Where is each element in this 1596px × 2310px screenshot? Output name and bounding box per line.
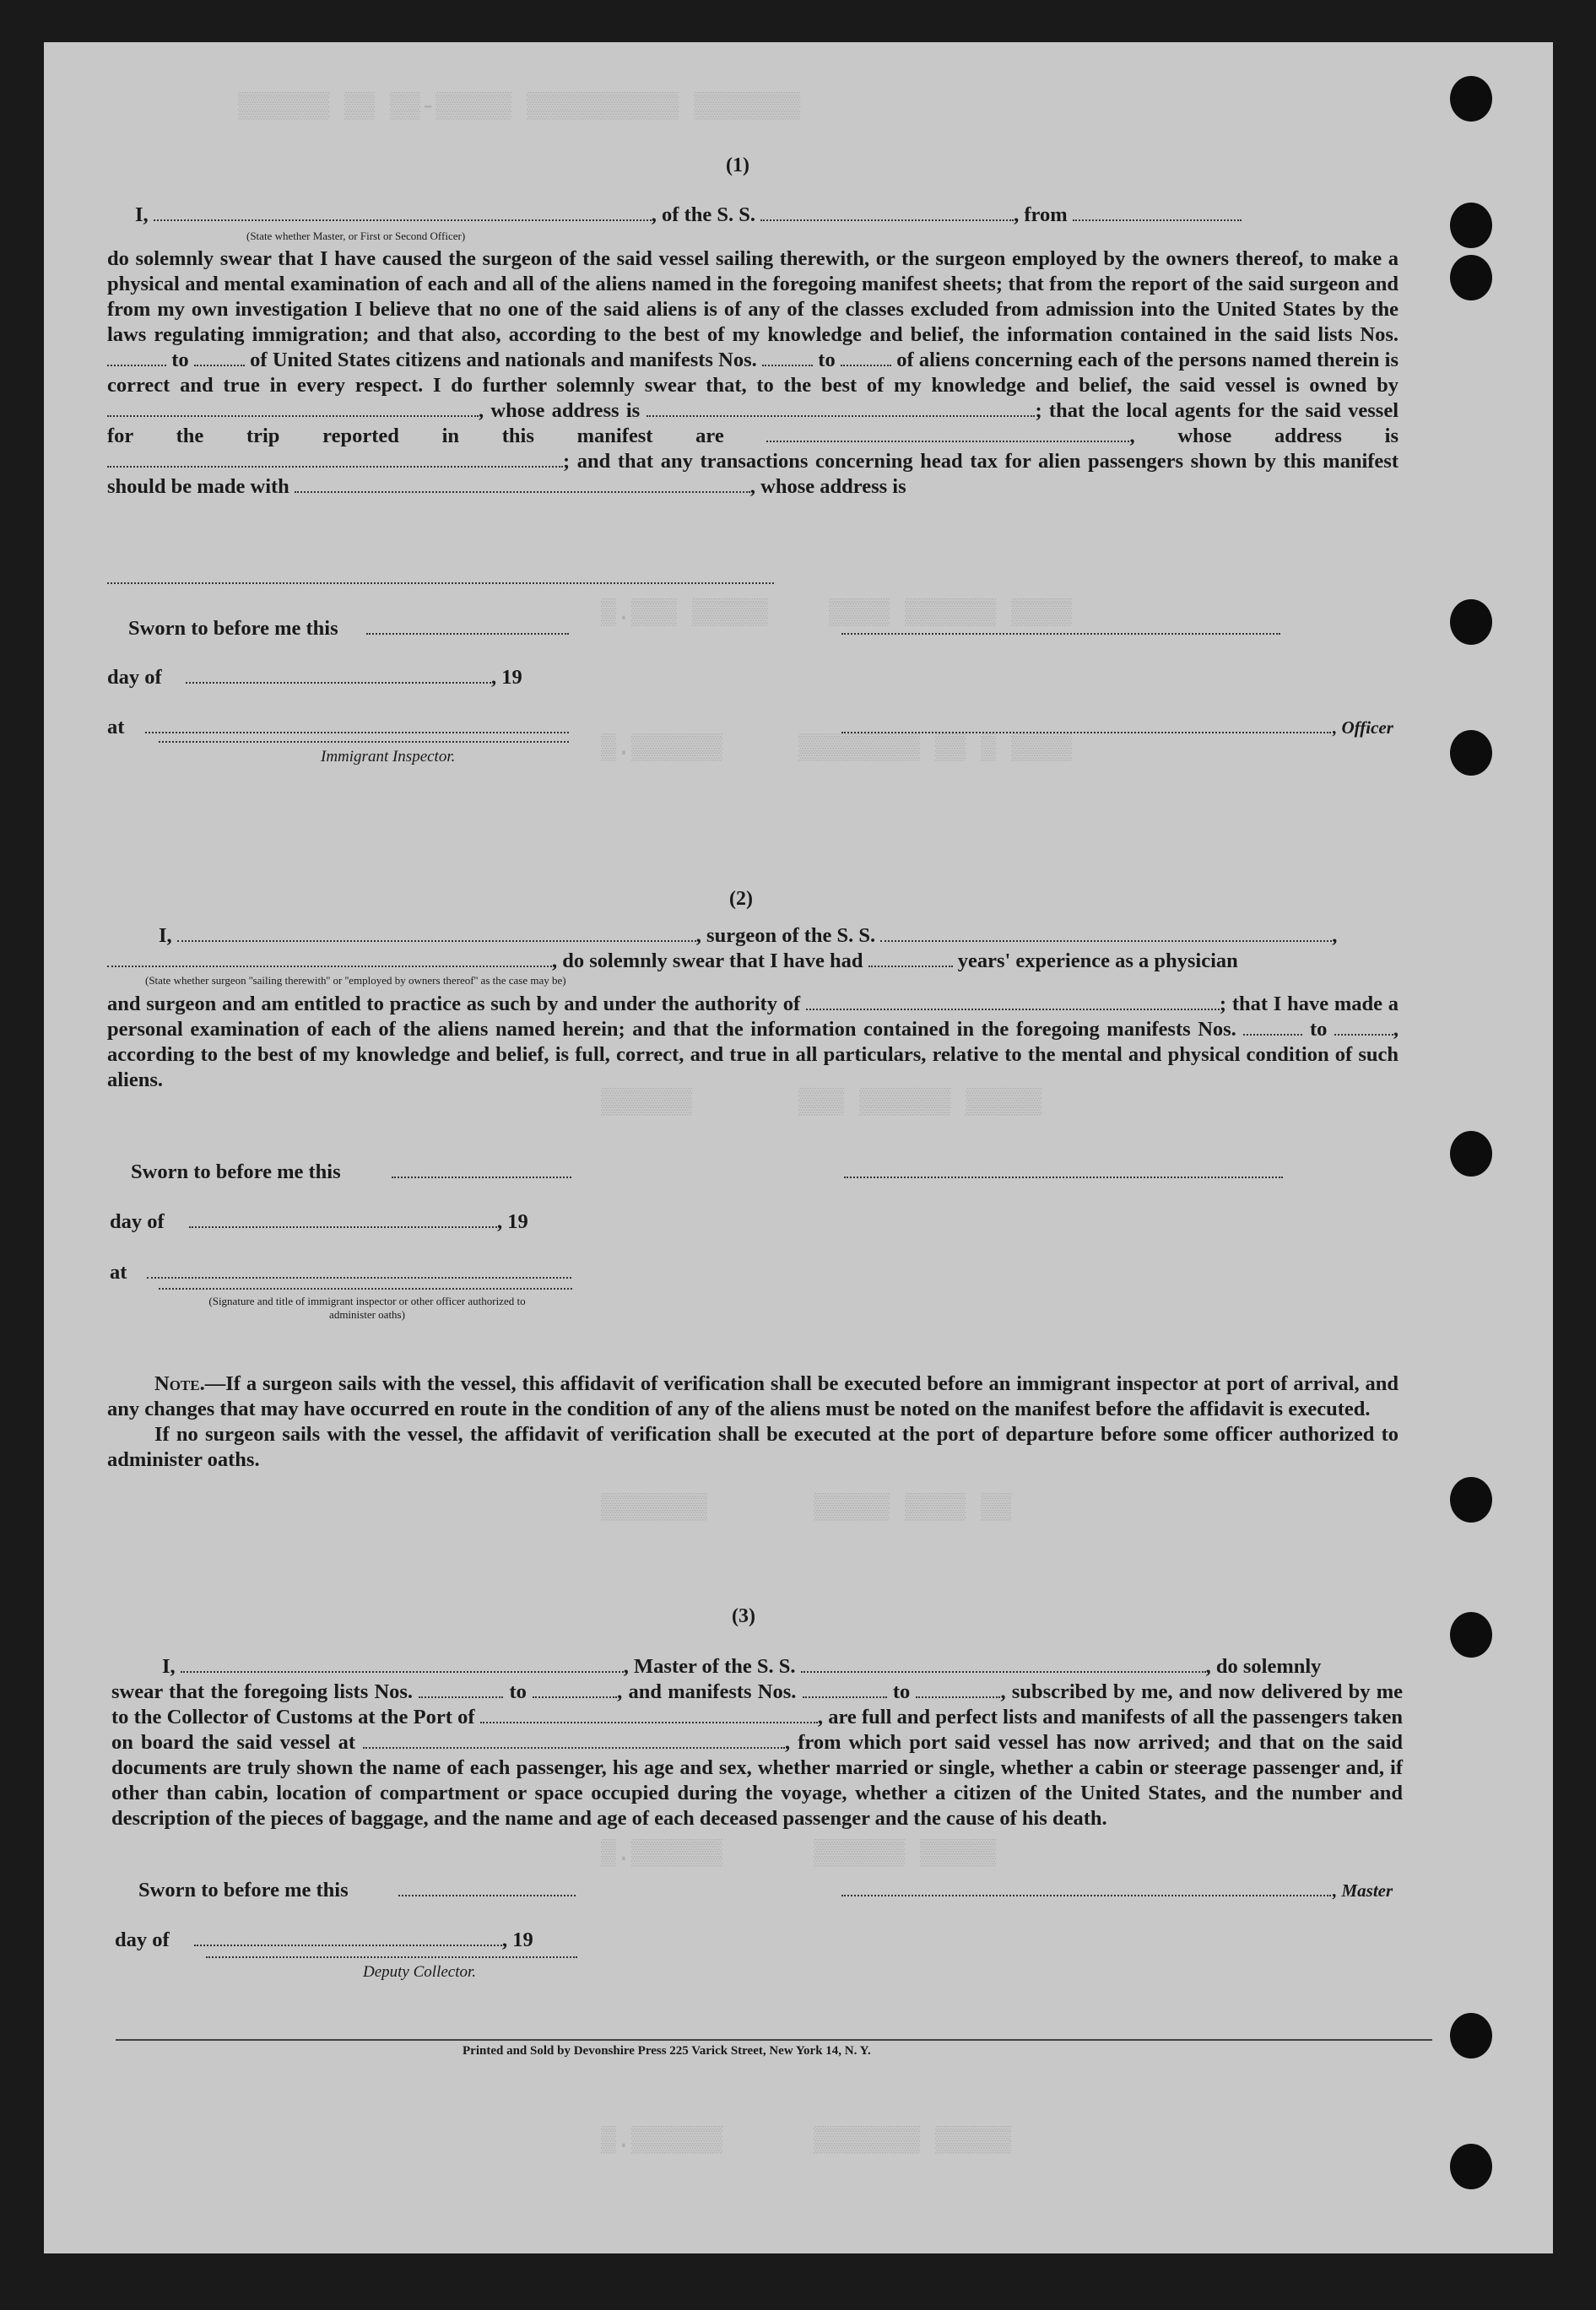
text: to [171,349,189,371]
punch-hole [1450,76,1492,122]
text: , and manifests Nos. [617,1680,797,1703]
text: whose address is [1177,425,1399,447]
manifests-to-field[interactable] [916,1681,1000,1698]
at-label: at [107,716,125,738]
officer-name-field[interactable] [154,204,652,221]
text: , from which [785,1731,902,1754]
text: , surgeon of the S. S. [695,924,876,947]
text: If no surgeon sails with the vessel, the affidavit of verification shall be executed at the port of departure before some officer authorized to administer oaths. [107,1423,1399,1471]
owner-address-field[interactable] [647,400,1035,417]
text: swear that the foregoing lists Nos. [111,1680,414,1703]
lists-from-field[interactable] [419,1681,503,1698]
head-tax-address-field[interactable] [107,582,774,584]
punch-hole [1450,203,1492,248]
section-2-body [107,992,1399,1093]
owner-field[interactable] [107,400,479,417]
master-name-field[interactable] [181,1656,624,1673]
text: , are full and perfect lists and [817,1706,1076,1728]
lists-from-field[interactable] [107,349,166,366]
text: do solemnly swear that I have caused the surgeon of the said vessel sailing therewith, or the surgeon employed by the owners thereof, to make a physical and mental examination of each and all of the aliens named in the foregoing manifest sheets; that from the report of the said surgeon and from my own investigation I believe that no one of the said aliens is of any of the classes excluded from admission into the United States by the laws regulating immigration; and that also, according to the best of my knowledge and belief, the information contained in the said lists Nos. [107,247,1399,346]
manifests-from-field[interactable] [1243,1019,1302,1036]
section-2-number: (2) [729,888,753,910]
officer-title-note: (State whether Master, or First or Second Officer) [246,230,466,242]
officer-label [1333,715,1393,740]
sworn-date-field[interactable] [392,1177,571,1178]
manifest-back-page [44,42,1553,2253]
years-experience-field[interactable] [868,950,953,967]
lists-to-field[interactable] [533,1681,617,1698]
punch-hole [1450,1477,1492,1523]
master-signature-field[interactable] [841,1895,1331,1896]
text: , whose address is [479,399,641,422]
deputy-collector-label: Deputy Collector. [363,1963,477,1981]
surgeon-vessel-field[interactable] [880,925,1332,942]
text: , Officer [1333,717,1393,738]
day-of-field[interactable] [186,682,491,684]
bleed-through-text: ▒.▒▒▒▒▒▒ ▒▒▒▒▒▒▒▒ ▒▒ ▒ ▒▒▒▒ [601,734,1073,763]
section-1-body [107,246,1399,500]
text: manifests of all the passengers taken on board the said vessel at [111,1706,1404,1754]
note-block [107,1371,1399,1473]
head-tax-party-field[interactable] [295,476,750,493]
text: that the local agents for the said vessel for the trip reported in this manifest are [107,399,1399,447]
punch-hole [1450,2013,1492,2058]
text: to [509,1680,527,1703]
text: delivered by me to the Collector of Customs at the Port of [111,1680,1403,1728]
day-of-field[interactable] [194,1945,502,1946]
punch-hole [1450,2144,1492,2189]
section-3-number: (3) [732,1605,755,1627]
text: , from [1014,203,1068,226]
punch-hole [1450,730,1492,776]
inspector-signature-field[interactable] [159,741,569,743]
section-2-line-1 [159,923,1337,949]
day-of-field[interactable] [189,1226,497,1228]
sworn-label: Sworn to before me this [138,1879,349,1902]
signature-note [194,1295,540,1322]
punch-hole [1450,255,1492,300]
note-label: Note. [154,1372,205,1395]
footer-rule [116,2039,1432,2041]
text: ; and that any transactions concerning head tax for alien passengers shown by this manifest should be made with [107,450,1399,498]
collector-signature-field[interactable] [206,1956,577,1958]
punch-hole [1450,1131,1492,1177]
local-agents-field[interactable] [766,425,1129,442]
year-prefix: , 19 [497,1210,528,1233]
text: —If a surgeon sails with the vessel, this affidavit of verification shall be executed before an immigrant inspector at port of arrival, and any changes that may have occurred en route in the condition of any of the aliens must be noted on the manifest before the affidavit is executed. [107,1372,1399,1420]
text: ; [1219,993,1227,1015]
text: , [1332,924,1338,947]
text: to [818,349,836,371]
origin-port-field[interactable] [1073,204,1242,221]
section-3-line-1 [162,1654,1321,1680]
text: , subscribed by me, and now [1000,1680,1256,1703]
text: of United States citizens and nationals and manifests Nos. [250,349,757,371]
bleed-through-text: ▒.▒▒▒▒▒▒ ▒▒▒▒▒▒▒ ▒▒▒▒▒ [601,2127,1012,2156]
text: I, [135,203,149,226]
text: to [892,1680,911,1703]
year-prefix: , 19 [491,666,522,689]
bleed-through-text: ▒▒▒▒▒▒ ▒▒ ▒▒-▒▒▒▒▒ ▒▒▒▒▒▒▒▒▒▒ ▒▒▒▒▒▒▒ [238,93,801,122]
authority-field[interactable] [806,993,1220,1010]
bleed-through-text: ▒.▒▒▒ ▒▒▒▒▒ ▒▒▒▒ ▒▒▒▒▒▒ ▒▒▒▒ [601,599,1073,628]
manifests-to-field[interactable] [841,349,891,366]
port-of-field[interactable] [480,1707,818,1723]
text: , according to the best of my knowledge and belief, is full, correct, and true in all particulars, relative to the mental and physical condition of such aliens. [107,1018,1399,1091]
day-of-label: day of [110,1210,165,1233]
at-label: at [110,1261,127,1284]
officer-signature-field[interactable] [841,633,1280,635]
agents-address-field[interactable] [107,451,563,468]
text: , whose address is [749,475,906,498]
surgeon-name-field[interactable] [177,925,696,942]
printer-imprint: Printed and Sold by Devonshire Press 225 Varick Street, New York 14, N. Y. [463,2044,871,2058]
text: years' experience as a physician [957,949,1238,972]
section-1-line-1 [135,203,1242,228]
text: , Master of the S. S. [623,1655,796,1678]
text: that I have made a personal examination of each of the aliens named herein; and that the information contained in the foregoing manifests Nos. [107,993,1399,1041]
surgeon-status-field[interactable] [107,950,552,967]
sworn-label: Sworn to before me this [128,617,338,640]
text: , do solemnly [1205,1655,1322,1678]
sworn-date-field[interactable] [398,1895,576,1896]
sworn-label: Sworn to before me this [131,1160,341,1183]
text: , do solemnly swear that I have had [552,949,863,972]
surgeon-status-note: (State whether surgeon ''sailing therewith'' or ''employed by owners thereof'' as the case may be) [145,974,566,987]
bleed-through-text: ▒▒▒▒▒▒▒ ▒▒▒▒▒ ▒▒▒▒ ▒▒ [601,1494,1012,1523]
year-prefix: , 19 [502,1929,533,1951]
text: and surgeon and am entitled to practice as such by and under the authority of [107,993,801,1015]
signature-field[interactable] [844,1177,1283,1178]
text: I, [162,1655,176,1678]
text: , [1129,425,1135,447]
text: , of the S. S. [651,203,755,226]
officer-title-field[interactable] [841,732,1331,733]
bleed-through-text: ▒▒▒▒▒▒ ▒▒▒ ▒▒▒▒▒▒ ▒▒▒▒▒ [601,1089,1042,1117]
immigrant-inspector-label: Immigrant Inspector. [321,748,456,765]
day-of-label: day of [115,1929,170,1951]
master-vessel-field[interactable] [801,1656,1206,1673]
text: I, [159,924,172,947]
text: (Signature and title of immigrant inspector or other officer authorized to administer oaths) [208,1295,526,1321]
inspector-signature-field[interactable] [159,1288,572,1290]
text: , Master [1333,1880,1393,1901]
text: ; [1035,399,1042,422]
punch-hole [1450,1612,1492,1658]
sworn-date-field[interactable] [366,633,569,635]
manifests-to-field[interactable] [1334,1019,1393,1036]
bleed-through-text: ▒.▒▒▒▒▒▒ ▒▒▒▒▒▒ ▒▒▒▒▒ [601,1840,997,1869]
manifests-from-field[interactable] [762,349,813,366]
day-of-label: day of [107,666,162,689]
text: port said vessel has now arrived; and that on the said documents are truly shown the name of each passenger, his age and sex, whether married or single, whether a cabin or steerage passenger and, if other than cabin, location of compartment or space occupied during the voyage, whether a citizen of the United States, and the number and description of the pieces of baggage, and the name and age of each deceased passenger and the cause of his death. [111,1731,1403,1830]
at-place-field[interactable] [147,1277,571,1279]
section-3-body [111,1680,1403,1831]
text: to [1309,1018,1328,1041]
embarkation-port-field[interactable] [363,1732,785,1749]
vessel-name-field[interactable] [760,204,1014,221]
at-place-field[interactable] [145,732,569,733]
section-2-line-2 [107,949,1238,974]
master-label [1333,1878,1393,1903]
punch-hole [1450,599,1492,645]
manifests-from-field[interactable] [803,1681,887,1698]
section-1-number: (1) [726,154,749,176]
text: of aliens concerning each of the persons named therein is correct and true in every respect. I do further solemnly swear that, to the best of my knowledge and belief, the said vessel is owned by [107,349,1399,397]
lists-to-field[interactable] [194,349,245,366]
